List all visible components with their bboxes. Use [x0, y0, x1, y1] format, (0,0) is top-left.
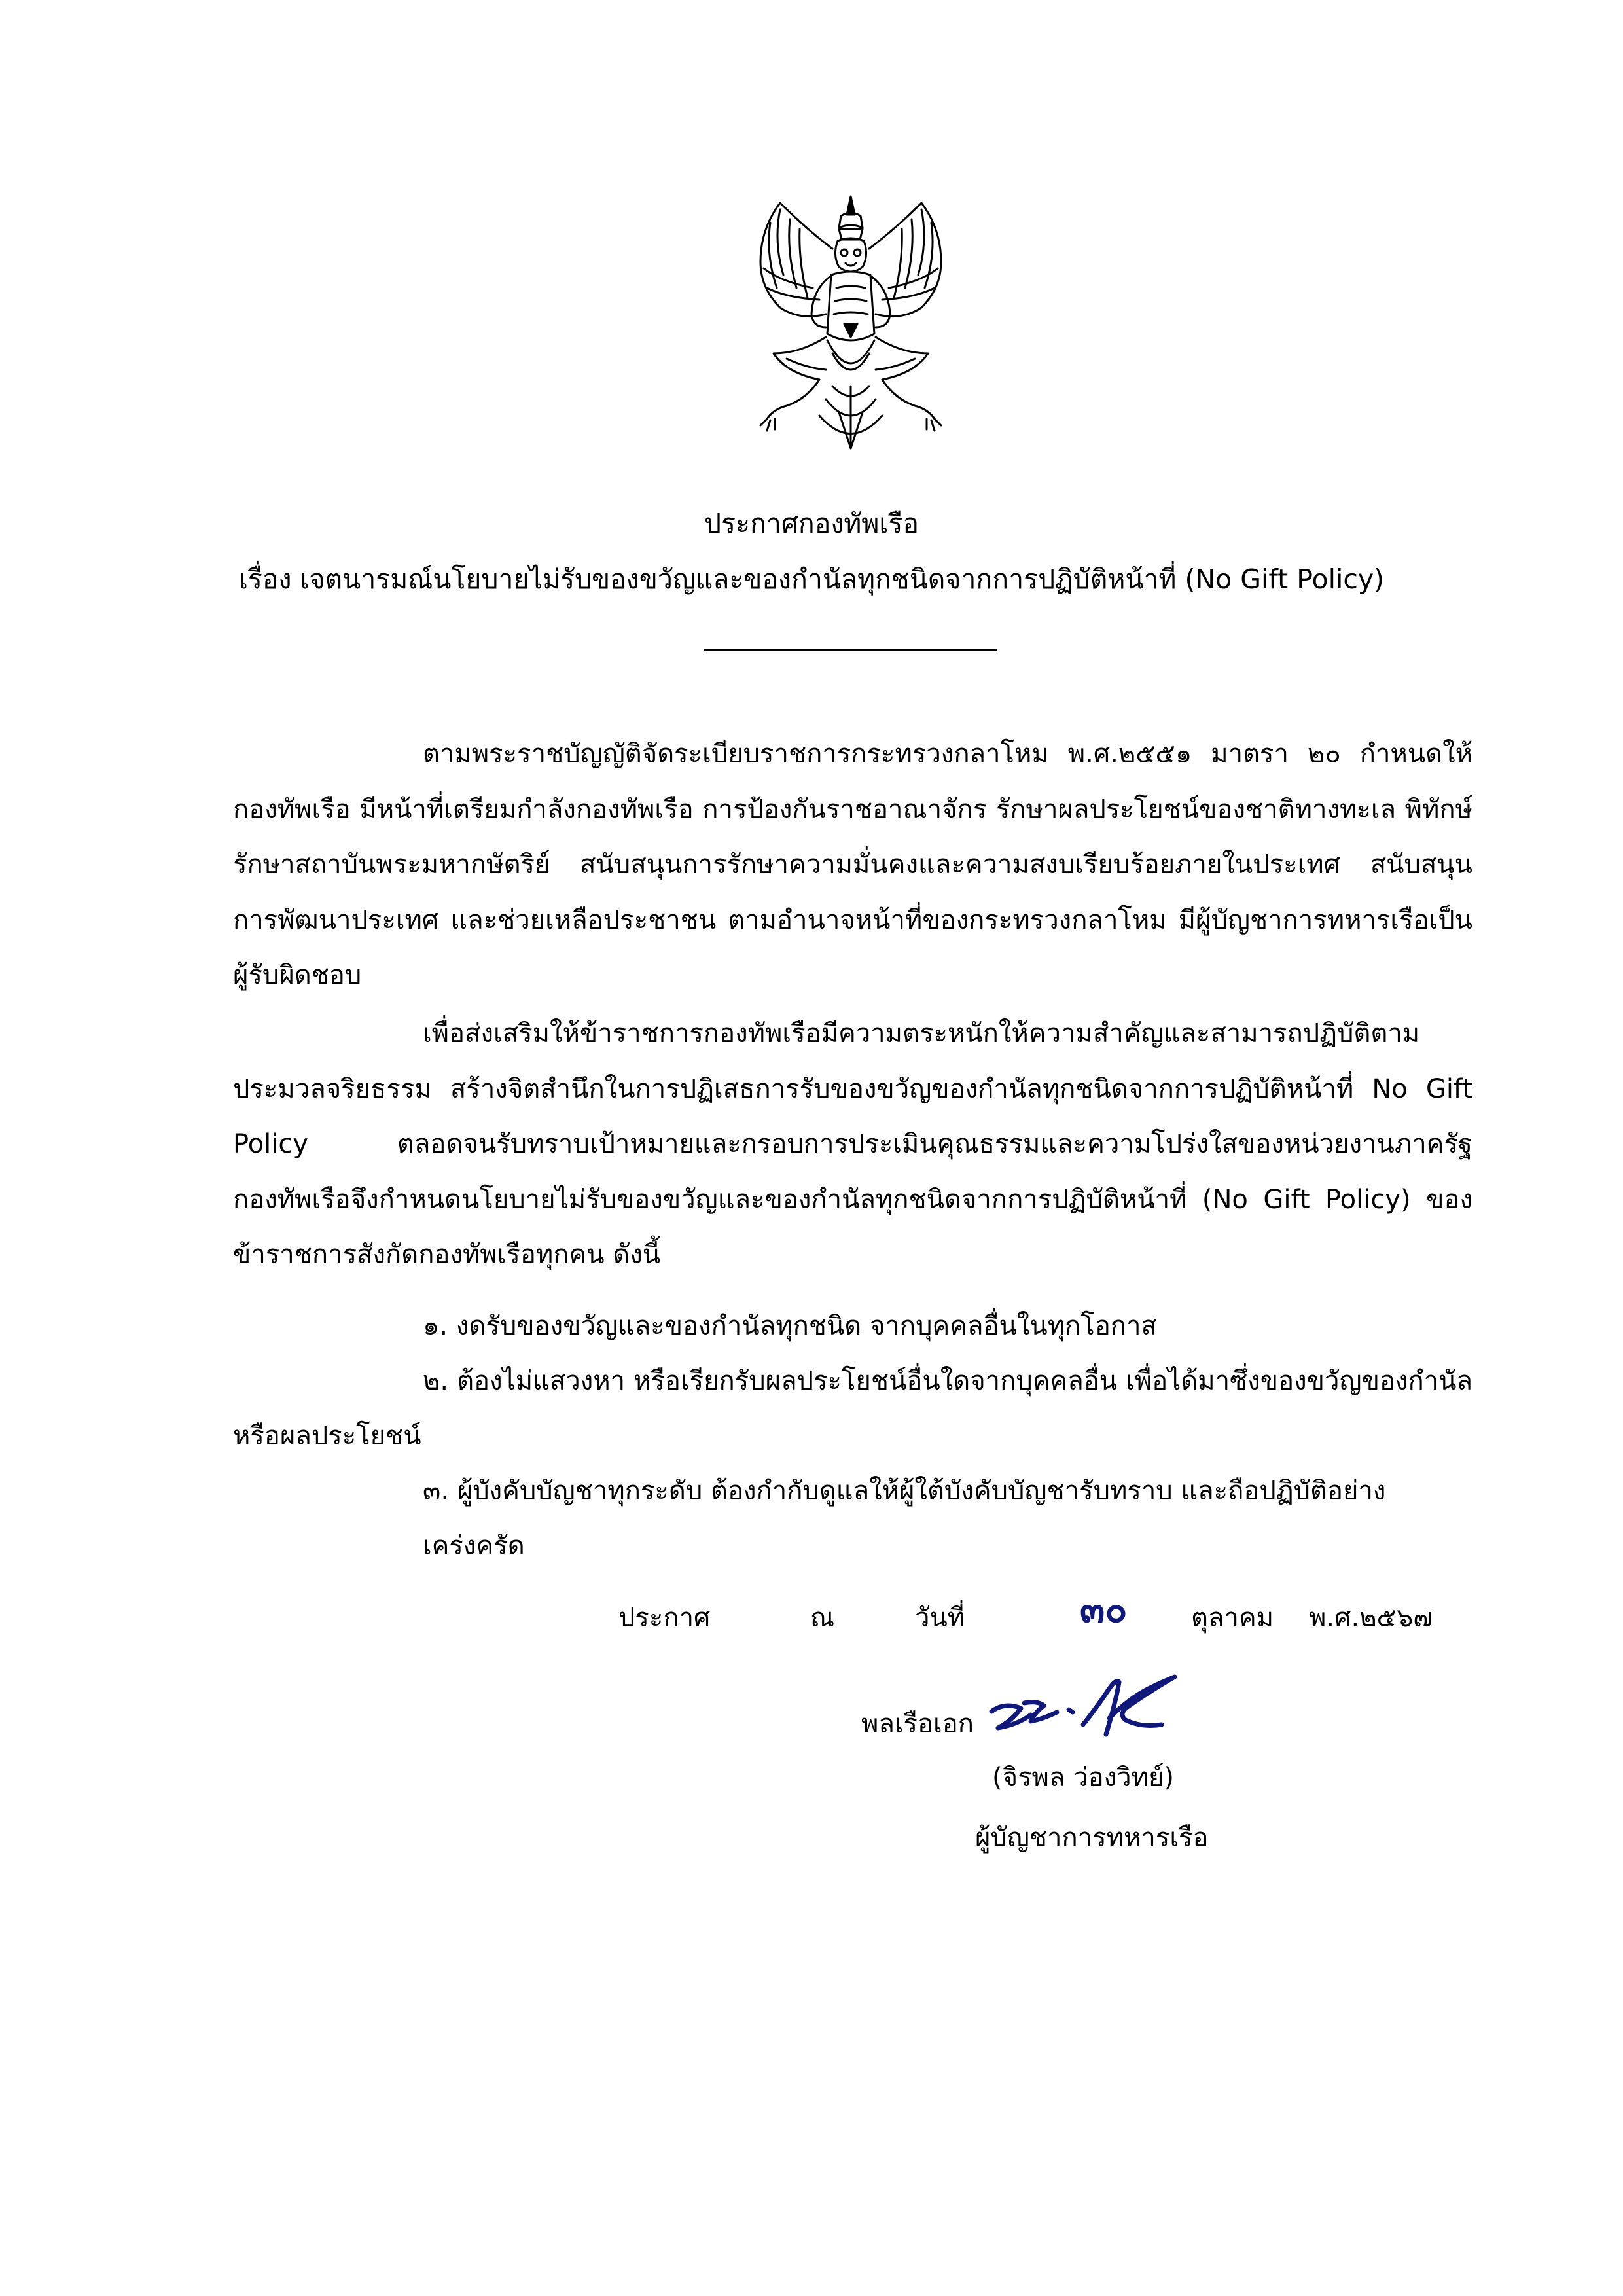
body-paragraph-2: [233, 1006, 1472, 1283]
policy-item-3: ๓. ผู้บังคับบัญชาทุกระดับ ต้องกำกับดูแลให้ผู้ใต้บังคับบัญชารับทราบ และถือปฏิบัติอย่างเคร่งครัด: [423, 1476, 1386, 1561]
date-month: ตุลาคม: [1191, 1603, 1274, 1633]
garuda-emblem-icon: [734, 190, 967, 458]
date-announced-label: ประกาศ: [618, 1603, 711, 1633]
signatory-position: ผู้บัญชาการทหารเรือ: [975, 1823, 1209, 1853]
policy-item-2: ๒. ต้องไม่แสวงหา หรือเรียกรับผลประโยชน์อื่นใดจากบุคคลอื่น เพื่อได้มาซึ่งของขวัญของกำนัลหรือผลประโยชน์: [233, 1366, 1472, 1451]
handwritten-signature-icon: [985, 1662, 1201, 1767]
date-day-handwritten: ๓๐: [1080, 1588, 1128, 1631]
title-underline: [704, 649, 997, 651]
date-at-label: ณ: [810, 1603, 835, 1633]
date-year: พ.ศ.๒๕๖๗: [1309, 1603, 1433, 1633]
paragraph-2-text: เพื่อส่งเสริมให้ข้าราชการกองทัพเรือมีความตระหนักให้ความสำคัญและสามารถปฏิบัติตามประมวลจริยธรรม สร้างจิตสำนึกในการปฏิเสธการรับของขวัญของกำนัลทุกชนิดจากการปฏิบัติหน้าที่ No Gift Policy ตลอดจนรับทราบเป้าหมายและกรอบการประเมินคุณธรรมและความโปร่งใสของหน่วยงานภาครัฐ กองทัพเรือจึงกำหนดนโยบายไม่รับของขวัญและของกำนัลทุกชนิดจากการปฏิบัติหน้าที่ (No Gift Policy) ของข้าราชการสังกัดกองทัพเรือทุกคน ดังนี้: [233, 1018, 1472, 1270]
document-title: ประกาศกองทัพเรือ: [704, 508, 919, 539]
signatory-rank: พลเรือเอก: [861, 1709, 974, 1739]
paragraph-1-text: ตามพระราชบัญญัติจัดระเบียบราชการกระทรวงกลาโหม พ.ศ.๒๕๕๑ มาตรา ๒๐ กำหนดให้กองทัพเรือ มีหน้าที่เตรียมกำลังกองทัพเรือ การป้องกันราชอาณาจักร รักษาผลประโยชน์ของชาติทางทะเล พิทักษ์รักษาสถาบันพระมหากษัตริย์ สนับสนุนการรักษาความมั่นคงและความสงบเรียบร้อยภายในประเทศ สนับสนุนการพัฒนาประเทศ และช่วยเหลือประชาชน ตามอำนาจหน้าที่ของกระทรวงกลาโหม มีผู้บัญชาการทหารเรือเป็นผู้รับผิดชอบ: [233, 739, 1472, 990]
signatory-name: (จิรพล ว่องวิทย์): [992, 1763, 1175, 1793]
date-day-label: วันที่: [915, 1603, 965, 1633]
document-subject: เรื่อง เจตนารมณ์นโยบายไม่รับของขวัญและของกำนัลทุกชนิดจากการปฏิบัติหน้าที่ (No Gift Policy): [238, 564, 1385, 595]
body-paragraph-1: [233, 726, 1472, 1003]
policy-item-1: ๑. งดรับของขวัญและของกำนัลทุกชนิด จากบุคคลอื่นในทุกโอกาส: [423, 1311, 1157, 1341]
